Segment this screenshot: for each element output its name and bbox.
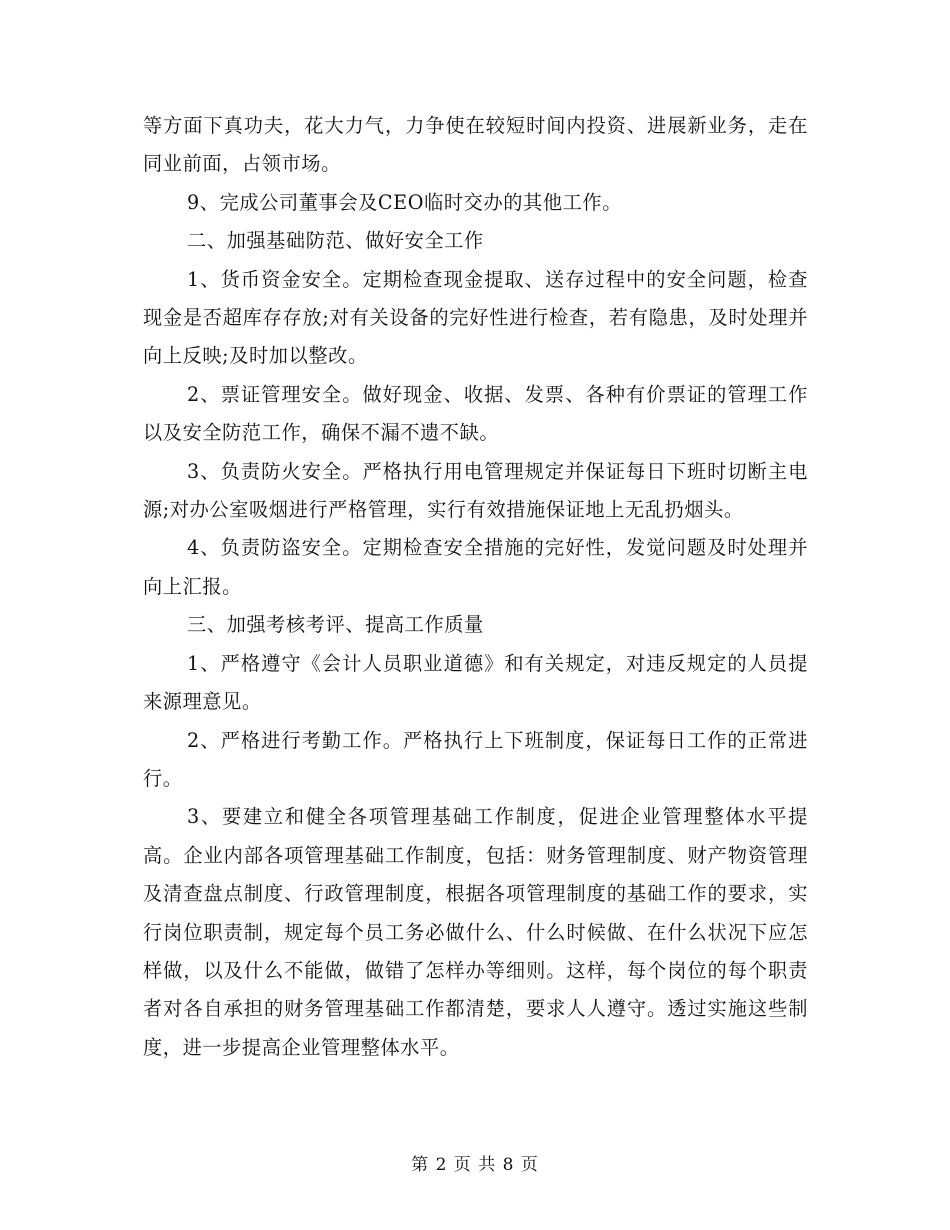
document-body xyxy=(143,107,808,1067)
paragraph-fire-safety: 3、负责防火安全。严格执行用电管理规定并保证每日下班时切断主电源;对办公室吸烟进行严格管理，实行有效措施保证地上无乱扔烟头。 xyxy=(143,459,808,522)
paragraph-continuation: 等方面下真功夫，花大力气，力争使在较短时间内投资、进展新业务，走在同业前面，占领市场。 xyxy=(143,114,808,176)
paragraph-theft-safety: 4、负责防盗安全。定期检查安全措施的完好性，发觉问题及时处理并向上汇报。 xyxy=(143,536,808,598)
page-footer xyxy=(0,1155,950,1175)
paragraph-ethics: 1、严格遵守《会计人员职业道德》和有关规定，对违反规定的人员提来源理意见。 xyxy=(143,651,808,714)
section-heading-3: 三、加强考核考评、提高工作质量 xyxy=(187,613,484,637)
section-heading-2: 二、加强基础防范、做好安全工作 xyxy=(187,229,484,253)
paragraph-currency-safety: 1、货币资金安全。定期检查现金提取、送存过程中的安全问题，检查现金是否超库存存放;对有关设备的完好性进行检查，若有隐患，及时处理并向上反映;及时加以整改。 xyxy=(143,267,808,368)
paragraph-management-system: 3、要建立和健全各项管理基础工作制度，促进企业管理整体水平提高。企业内部各项管理基础工作制度，包括：财务管理制度、财产物资管理及清查盘点制度、行政管理制度，根据各项管理制度的基础工作的要求，实行岗位职责制，规定每个员工务必做什么、什么时候做、在什么状况下应怎样做，以及什么不能做，做错了怎样办等细则。这样，每个岗位的每个职责者对各自承担的财务管理基础工作都清楚，要求人人遵守。透过实施这些制度，进一步提高企业管理整体水平。 xyxy=(143,805,808,1059)
paragraph-item-9: 9、完成公司董事会及CEO临时交办的其他工作。 xyxy=(187,190,622,214)
paragraph-attendance: 2、严格进行考勤工作。严格执行上下班制度，保证每日工作的正常进行。 xyxy=(143,728,808,790)
page-number-label: 第 2 页 共 8 页 xyxy=(411,1155,539,1175)
paragraph-voucher-safety: 2、票证管理安全。做好现金、收据、发票、各种有价票证的管理工作以及安全防范工作，确保不漏不遗不缺。 xyxy=(143,382,808,445)
